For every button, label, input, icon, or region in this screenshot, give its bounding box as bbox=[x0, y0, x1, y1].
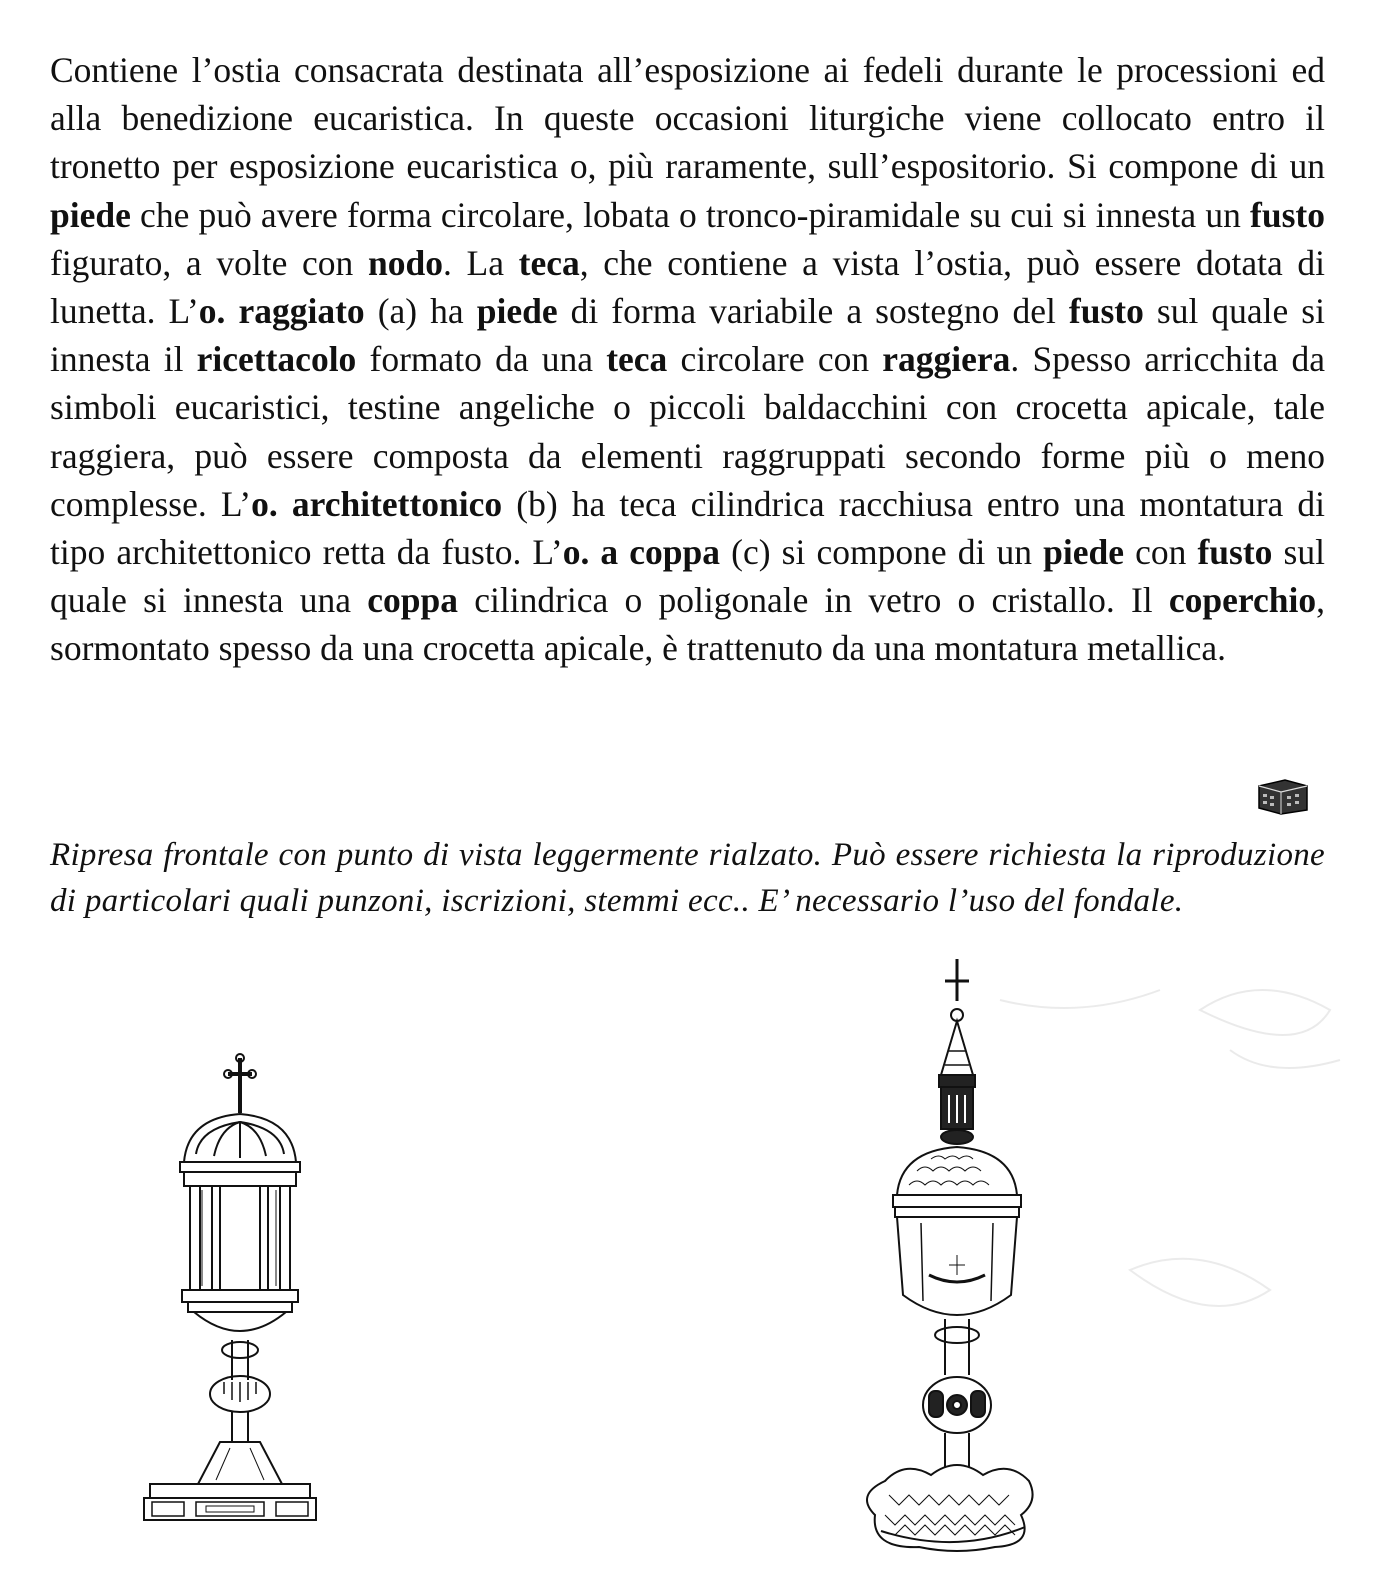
body-text-run: Contiene l’ostia consacrata destinata all’esposizione ai fedeli durante le processioni ed alla benedizione eucaristica. In queste occasioni liturgiche viene collocato entro il tronetto per esposizione eucaristica o, più raramente, sull’espositorio. Si compone di un bbox=[50, 50, 1325, 187]
body-text-run: che può avere forma circolare, lobata o tronco-piramidale su cui si innesta un bbox=[130, 194, 1251, 235]
term-o-a-coppa: o. a coppa bbox=[562, 532, 721, 573]
body-paragraph bbox=[50, 46, 1325, 673]
term-teca: teca bbox=[606, 339, 668, 380]
body-text-run: cilindrica o poligonale in vetro o cristallo. Il bbox=[458, 580, 1169, 621]
term-coperchio: coperchio bbox=[1168, 580, 1317, 621]
body-text-run: , che contiene a vista l’ostia, può essere dotata di lunetta. L’ bbox=[50, 242, 1325, 332]
term-fusto: fusto bbox=[1197, 532, 1273, 573]
body-text-run: formato da una bbox=[356, 339, 607, 380]
term-ricettacolo: ricettacolo bbox=[196, 339, 357, 380]
body-text-run: . Spesso arricchita da simboli eucaristici, testine angeliche o piccoli baldacchini con crocetta apicale, tale raggiera, può essere composta da elementi raggruppati secondo forme più o meno complesse. L’ bbox=[50, 339, 1325, 524]
term-teca: teca bbox=[518, 242, 580, 283]
body-text-run: di forma variabile a sostegno del bbox=[557, 291, 1069, 332]
term-coppa: coppa bbox=[367, 580, 459, 621]
body-text-run: (a) ha bbox=[364, 291, 477, 332]
body-text-run: . La bbox=[442, 242, 519, 283]
cup-monstrance-drawing bbox=[845, 955, 1035, 1555]
body-text-run: (c) si compone di un bbox=[720, 532, 1044, 573]
term-fusto: fusto bbox=[1250, 194, 1325, 235]
body-text-run: (b) ha teca cilindrica racchiusa entro una montatura di tipo architettonico retta da fusto. L’ bbox=[50, 483, 1325, 573]
term-raggiera: raggiera bbox=[882, 339, 1011, 380]
body-text-run: circolare con bbox=[667, 339, 883, 380]
body-text-run: sul quale si innesta il bbox=[50, 291, 1325, 380]
term-nodo: nodo bbox=[367, 242, 443, 283]
term-piede: piede bbox=[476, 291, 558, 332]
term-o-raggiato: o. raggiato bbox=[198, 291, 365, 332]
body-text-run: figurato, a volte con bbox=[50, 242, 368, 283]
photo-caption: Ripresa frontale con punto di vista leggermente rialzato. Può essere richiesta la riproduzione di particolari quali punzoni, iscrizioni, stemmi ecc.. E’ necessario l’uso del fondale. bbox=[50, 837, 1325, 919]
body-text-run: , sormontato spesso da una crocetta apicale, è trattenuto da una montatura metallica. bbox=[50, 580, 1325, 669]
term-piede: piede bbox=[50, 194, 131, 235]
term-fusto: fusto bbox=[1068, 291, 1144, 332]
term-o-architettonico: o. architettonico bbox=[251, 483, 503, 524]
book-icon bbox=[1255, 776, 1311, 816]
body-text-run: con bbox=[1123, 532, 1198, 573]
architectural-monstrance-drawing bbox=[140, 1050, 320, 1530]
term-piede: piede bbox=[1043, 532, 1124, 573]
body-text-run: sul quale si innesta una bbox=[50, 532, 1325, 621]
